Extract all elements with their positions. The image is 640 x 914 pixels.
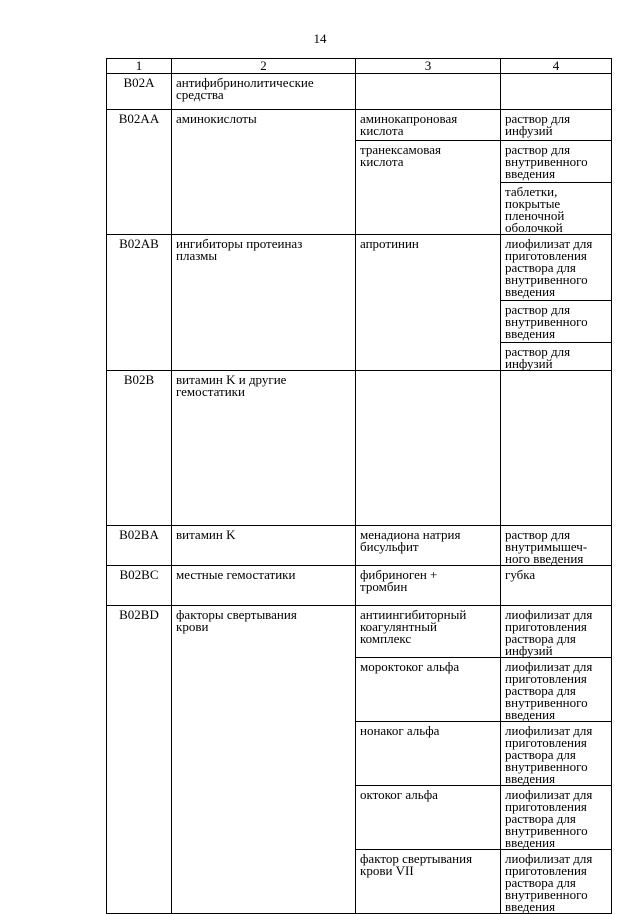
atc-code: B02BA bbox=[119, 527, 159, 542]
group-name: витамин K bbox=[176, 527, 236, 542]
drug-name: мороктоког альфа bbox=[360, 659, 460, 674]
page-number: 14 bbox=[313, 31, 327, 46]
atc-code-cell bbox=[107, 526, 172, 566]
drug-cell bbox=[356, 722, 501, 786]
drug-cell bbox=[356, 526, 501, 566]
drug-name: фактор свертывания крови VII bbox=[360, 851, 473, 878]
atc-code-cell bbox=[107, 566, 172, 606]
form-cell bbox=[501, 235, 612, 371]
atc-code-cell bbox=[107, 371, 172, 526]
atc-code-cell bbox=[107, 235, 172, 371]
drug-cell bbox=[356, 606, 501, 658]
header-col-3: 3 bbox=[356, 59, 501, 74]
drug-cell bbox=[356, 566, 501, 606]
group-cell bbox=[172, 606, 356, 914]
dosage-form: лиофилизат для приготовления раствора для внутривенного введения bbox=[505, 236, 593, 299]
dosage-form: лиофилизат для приготовления раствора для внутривенного введения bbox=[505, 659, 593, 722]
header-col-1: 1 bbox=[107, 59, 172, 74]
drug-cell bbox=[356, 371, 501, 526]
header-col-2: 2 bbox=[172, 59, 356, 74]
atc-code-cell bbox=[107, 110, 172, 235]
form-cell bbox=[501, 786, 612, 850]
group-name: ингибиторы протеиназ плазмы bbox=[176, 236, 303, 263]
form-cell bbox=[501, 526, 612, 566]
form-cell bbox=[501, 566, 612, 606]
atc-code: B02AB bbox=[119, 236, 159, 251]
table-row bbox=[107, 110, 612, 141]
table-body bbox=[107, 74, 612, 914]
table-row bbox=[107, 74, 612, 110]
table-row bbox=[107, 606, 612, 658]
atc-code-cell bbox=[107, 74, 172, 110]
drug-name: апротинин bbox=[360, 236, 419, 251]
atc-code: B02BC bbox=[119, 567, 159, 582]
dosage-form: лиофилизат для приготовления раствора для инфузий bbox=[505, 607, 593, 658]
table-row bbox=[107, 235, 612, 371]
dosage-form: лиофилизат для приготовления раствора для внутривенного введения bbox=[505, 787, 593, 850]
dosage-form: раствор для инфузий bbox=[505, 111, 571, 138]
group-cell bbox=[172, 566, 356, 606]
drug-name: нонаког альфа bbox=[360, 723, 440, 738]
drug-cell bbox=[356, 235, 501, 371]
drug-classification-table bbox=[106, 58, 612, 914]
group-cell bbox=[172, 371, 356, 526]
form-cell bbox=[501, 371, 612, 526]
group-cell bbox=[172, 110, 356, 235]
group-cell bbox=[172, 74, 356, 110]
atc-code: B02AA bbox=[118, 111, 160, 126]
table-row bbox=[107, 371, 612, 526]
drug-name: транексамовая кислота bbox=[360, 142, 441, 169]
table-row bbox=[107, 526, 612, 566]
dosage-form: лиофилизат для приготовления раствора для внутривенного введения bbox=[505, 851, 593, 914]
form-cell bbox=[501, 606, 612, 658]
drug-classification-table-wrap bbox=[106, 58, 612, 914]
atc-code: B02A bbox=[123, 75, 155, 90]
drug-cell bbox=[356, 110, 501, 141]
form-cell bbox=[501, 722, 612, 786]
drug-cell bbox=[356, 786, 501, 850]
drug-cell bbox=[356, 658, 501, 722]
header-col-4: 4 bbox=[501, 59, 612, 74]
form-cell bbox=[501, 141, 612, 235]
dosage-form: раствор для инфузий bbox=[501, 342, 611, 370]
form-cell bbox=[501, 658, 612, 722]
atc-code-cell bbox=[107, 606, 172, 914]
group-name: антифибринолитические средства bbox=[176, 75, 314, 102]
table-row bbox=[107, 566, 612, 606]
dosage-form: лиофилизат для приготовления раствора для внутривенного введения bbox=[505, 723, 593, 786]
drug-name: антиингибиторный коагулянтный комплекс bbox=[360, 607, 467, 646]
drug-name: фибриноген + тромбин bbox=[360, 567, 438, 594]
group-name: аминокислоты bbox=[176, 111, 257, 126]
dosage-form: губка bbox=[505, 567, 536, 582]
atc-code: B02BD bbox=[119, 607, 159, 622]
form-cell bbox=[501, 110, 612, 141]
group-cell bbox=[172, 235, 356, 371]
dosage-form: таблетки, покрытые пленочной оболочкой bbox=[501, 182, 611, 234]
drug-cell bbox=[356, 141, 501, 235]
group-cell bbox=[172, 526, 356, 566]
dosage-form: раствор для внутривенного введения bbox=[501, 300, 611, 340]
form-cell bbox=[501, 74, 612, 110]
dosage-form: раствор для внутримышеч- ного введения bbox=[505, 527, 588, 566]
dosage-form: раствор для внутривенного введения bbox=[505, 142, 588, 181]
atc-code: B02B bbox=[123, 372, 155, 387]
drug-name: аминокапроновая кислота bbox=[360, 111, 458, 138]
drug-cell bbox=[356, 74, 501, 110]
drug-name: менадиона натрия бисульфит bbox=[360, 527, 461, 554]
group-name: местные гемостатики bbox=[176, 567, 296, 582]
group-name: факторы свертывания крови bbox=[176, 607, 297, 634]
header-row bbox=[107, 59, 612, 74]
drug-name: октоког альфа bbox=[360, 787, 438, 802]
group-name: витамин K и другие гемостатики bbox=[176, 372, 287, 399]
